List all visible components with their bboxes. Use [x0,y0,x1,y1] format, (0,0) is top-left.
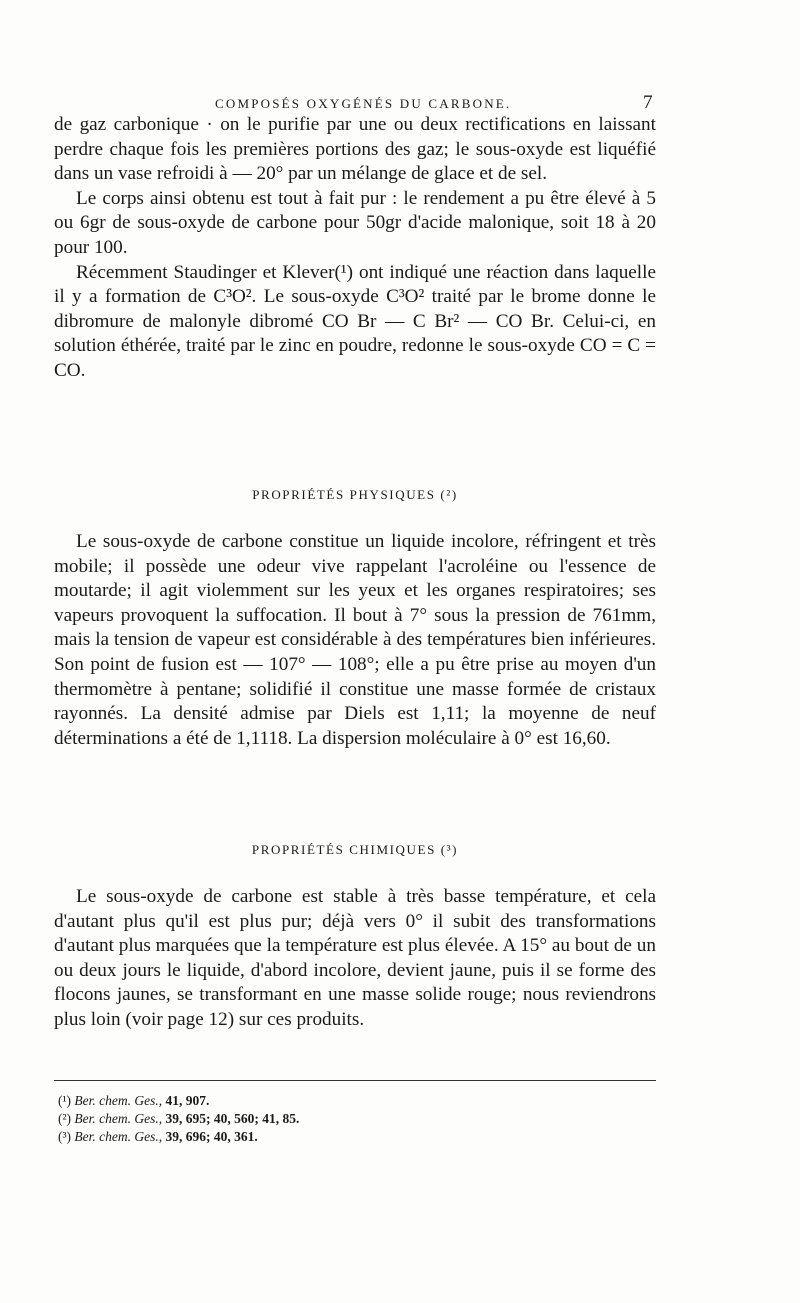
footnote [58,1128,658,1146]
paragraph-staudinger: Récemment Staudinger et Klever(¹) ont indiqué une réaction dans laquelle il y a formation de C³O². Le sous-oxyde C³O² traité par le brome donne le dibromure de malonyle dibromé CO Br — C Br² — CO Br. Celui-ci, en solution éthérée, traité par le zinc en poudre, redonne le sous-oxyde CO = C = CO. [54,261,656,381]
footnote [58,1110,658,1128]
chemical-properties-text [54,885,656,1033]
physical-properties-text [54,530,656,751]
page-number: 7 [643,92,653,113]
footnote-mark: (²) [58,1111,72,1126]
paragraph-yield: Le corps ainsi obtenu est tout à fait pur : le rendement a pu être élevé à 5 ou 6gr de sous-oxyde de carbone pour 50gr d'acide malonique, soit 18 à 20 pour 100. [54,187,656,258]
footnote-divider [54,1080,656,1081]
footnote-refs: 41, 907. [165,1093,210,1108]
footnote-mark: (¹) [58,1093,72,1108]
heading-chemical-properties: PROPRIÉTÉS CHIMIQUES (³) [251,842,459,857]
paragraph-purification: de gaz carbonique · on le purifie par une ou deux rectifications en laissant perdre chaque fois les premières portions des gaz; le sous-oxyde est liquéfié dans un vase refroidi à — 20° par un mélange de glace et de sel. [54,114,656,185]
footnote [58,1092,658,1110]
paragraph-physical-properties: Le sous-oxyde de carbone constitue un liquide incolore, réfringent et très mobile; il possède une odeur vive rappelant l'acroléine ou l'essence de moutarde; il agit violemment sur les yeux et les organes respiratoires; ses vapeurs provoquent la suffocation. Il bout à 7° sous la pression de 761mm, mais la tension de vapeur est considérable à des températures bien inférieures. Son point de fusion est — 107° — 108°; elle a pu être prise au moyen d'un thermomètre à pentane; solidifié il constitue une masse formée de cristaux rayonnés. La densité admise par Diels est 1,11; la moyenne de neuf déterminations a été de 1,1118. La dispersion moléculaire à 0° est 16,60. [54,531,656,749]
footnote-refs: 39, 696; 40, 361. [165,1129,258,1144]
footnote-journal: Ber. chem. Ges., [74,1129,163,1144]
intro-text [54,113,656,384]
footnotes [58,1092,658,1146]
footnote-journal: Ber. chem. Ges., [74,1111,163,1126]
footnote-mark: (³) [58,1129,72,1144]
running-head: COMPOSÉS OXYGÉNÉS DU CARBONE. [215,96,512,111]
paragraph-chemical-properties: Le sous-oxyde de carbone est stable à très basse température, et cela d'autant plus qu'il est plus pur; déjà vers 0° il subit des transformations d'autant plus marquées que la température est plus élevée. A 15° au bout de un ou deux jours le liquide, d'abord incolore, devient jaune, puis il se forme des flocons jaunes, se transformant en une masse solide rouge; nous reviendrons plus loin (voir page 12) sur ces produits. [54,886,656,1030]
heading-physical-properties: PROPRIÉTÉS PHYSIQUES (²) [252,487,458,502]
footnote-journal: Ber. chem. Ges., [74,1093,163,1108]
footnote-refs: 39, 695; 40, 560; 41, 85. [165,1111,300,1126]
